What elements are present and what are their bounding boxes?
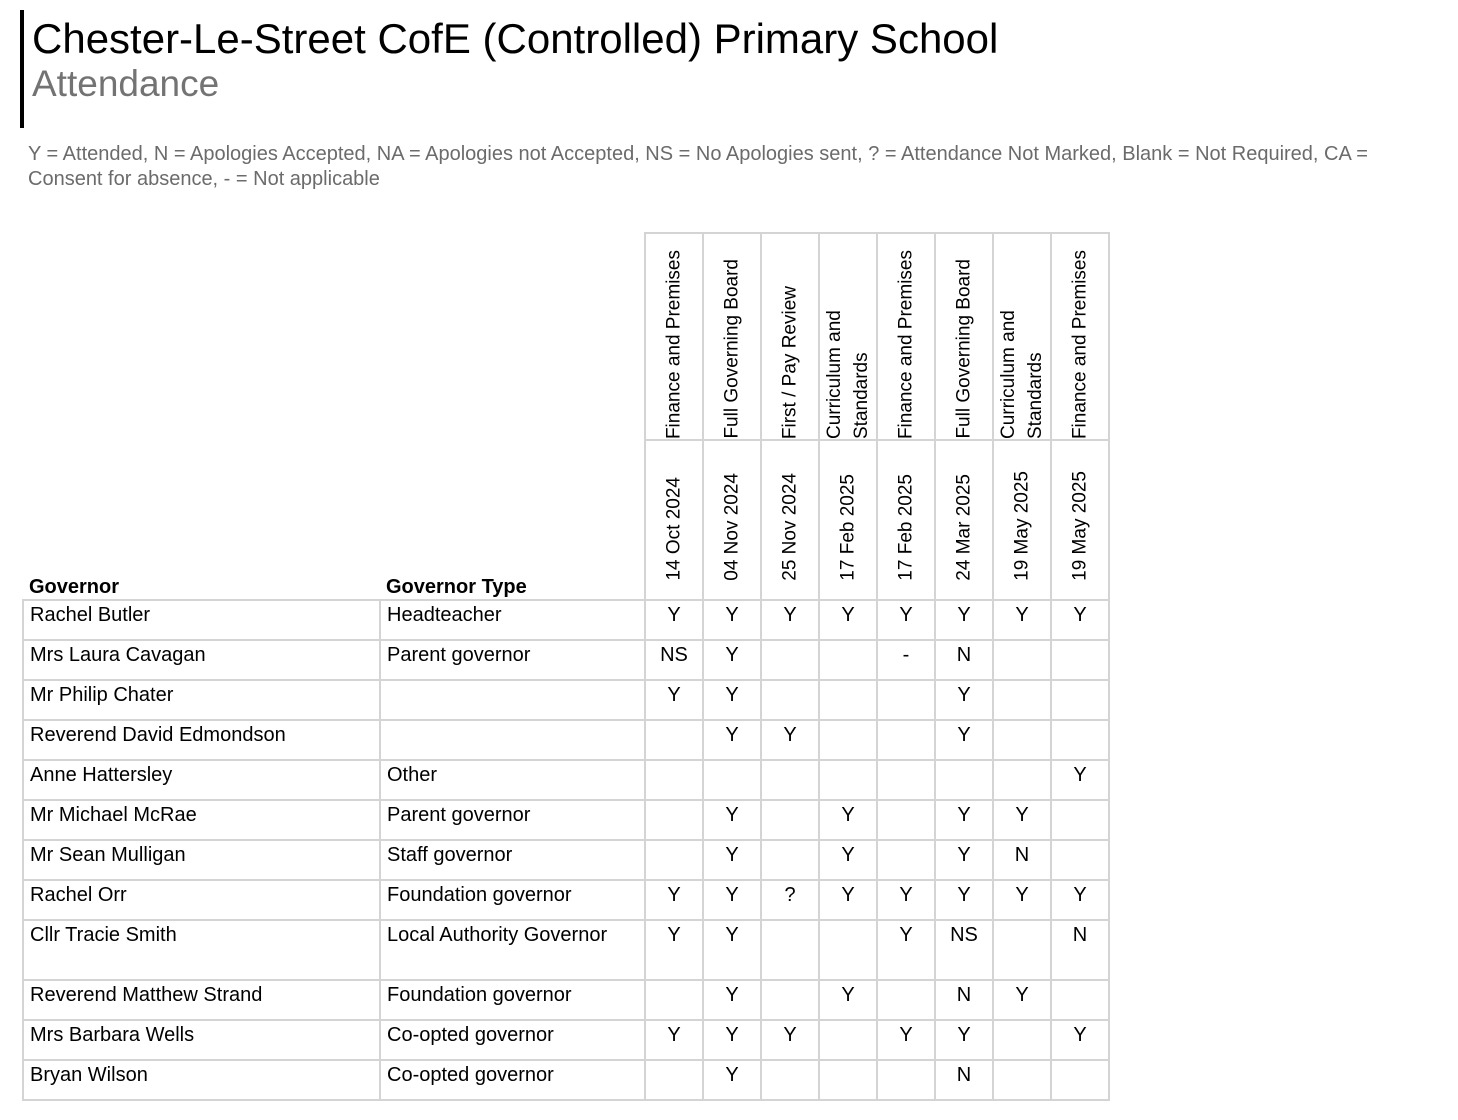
attendance-cell [819,920,877,980]
governor-type [380,680,645,720]
attendance-cell: Y [935,600,993,640]
attendance-cell: Y [935,880,993,920]
attendance-cell [993,1060,1051,1100]
table-row [23,1060,1109,1100]
attendance-cell [819,1020,877,1060]
attendance-cell [819,680,877,720]
attendance-cell [877,720,935,760]
attendance-cell: Y [993,980,1051,1020]
attendance-cell: N [935,640,993,680]
page-subtitle: Attendance [32,63,220,104]
attendance-cell [819,1060,877,1100]
attendance-cell: N [1051,920,1109,980]
meeting-name-header [645,233,703,440]
attendance-cell: Y [877,920,935,980]
attendance-cell [877,840,935,880]
attendance-cell: Y [761,720,819,760]
table-row [23,840,1109,880]
attendance-body [23,600,1109,1100]
attendance-cell [993,920,1051,980]
meeting-date: 04 Nov 2024 [721,473,743,581]
attendance-cell: Y [703,880,761,920]
attendance-cell: Y [935,720,993,760]
attendance-cell [877,1060,935,1100]
meeting-name: Finance and Premises [895,249,917,439]
table-row [23,1020,1109,1060]
attendance-cell: Y [703,1020,761,1060]
governor-type: Other [380,760,645,800]
meeting-header-row [23,233,1109,440]
attendance-cell: Y [645,600,703,640]
attendance-cell: Y [1051,1020,1109,1060]
governor-type: Parent governor [380,640,645,680]
meeting-name-header [935,233,993,440]
attendance-cell: Y [993,880,1051,920]
attendance-cell [645,800,703,840]
table-row [23,980,1109,1020]
attendance-cell: Y [703,840,761,880]
attendance-cell: Y [645,1020,703,1060]
meeting-date: 24 Mar 2025 [953,474,975,581]
attendance-cell [993,720,1051,760]
governor-name: Bryan Wilson [23,1060,380,1100]
attendance-cell: Y [703,720,761,760]
meeting-date-header [761,440,819,600]
attendance-cell: N [993,840,1051,880]
meeting-date: 17 Feb 2025 [895,474,917,581]
meeting-date: 19 May 2025 [1069,471,1091,581]
attendance-cell [819,720,877,760]
attendance-cell: Y [935,1020,993,1060]
meeting-name: Full Governing Board [721,259,743,439]
meeting-name-header [1051,233,1109,440]
meeting-date-header [935,440,993,600]
meeting-name: Full Governing Board [953,259,975,439]
attendance-cell [1051,840,1109,880]
attendance-cell: Y [1051,600,1109,640]
table-row [23,600,1109,640]
attendance-cell [761,800,819,840]
governor-name: Anne Hattersley [23,760,380,800]
attendance-cell: Y [819,600,877,640]
attendance-cell: NS [645,640,703,680]
table-row [23,760,1109,800]
attendance-cell [993,760,1051,800]
meeting-date-header [645,440,703,600]
attendance-cell: - [877,640,935,680]
attendance-cell [761,920,819,980]
attendance-cell: Y [877,600,935,640]
header-spacer [23,233,380,440]
attendance-cell: Y [935,800,993,840]
governor-name: Mrs Laura Cavagan [23,640,380,680]
attendance-cell: Y [703,800,761,840]
attendance-cell: Y [993,800,1051,840]
governor-type: Local Authority Governor [380,920,645,980]
meeting-date: 14 Oct 2024 [663,477,685,581]
attendance-cell [993,640,1051,680]
table-row [23,720,1109,760]
attendance-cell: Y [1051,760,1109,800]
meeting-date-header [993,440,1051,600]
meeting-date-header [819,440,877,600]
attendance-cell: Y [819,880,877,920]
attendance-cell [761,760,819,800]
attendance-cell [1051,980,1109,1020]
governor-name: Rachel Butler [23,600,380,640]
meeting-name-header [761,233,819,440]
attendance-cell [1051,720,1109,760]
attendance-cell: Y [645,880,703,920]
table-row [23,920,1109,980]
governor-name: Rachel Orr [23,880,380,920]
table-row [23,880,1109,920]
governor-type [380,720,645,760]
attendance-cell: Y [645,680,703,720]
attendance-cell: Y [935,680,993,720]
governor-name: Mr Michael McRae [23,800,380,840]
attendance-cell [935,760,993,800]
attendance-cell: Y [819,840,877,880]
meeting-date-header [703,440,761,600]
attendance-cell: Y [819,800,877,840]
attendance-cell [645,1060,703,1100]
attendance-cell [877,760,935,800]
attendance-cell [761,640,819,680]
governor-type: Foundation governor [380,880,645,920]
meeting-date-header [1051,440,1109,600]
governor-type: Co-opted governor [380,1060,645,1100]
governor-name: Cllr Tracie Smith [23,920,380,980]
title-block [20,10,998,128]
governor-type: Staff governor [380,840,645,880]
attendance-cell: Y [703,980,761,1020]
attendance-cell: Y [877,880,935,920]
attendance-cell: Y [645,920,703,980]
attendance-cell: N [935,980,993,1020]
governor-type: Parent governor [380,800,645,840]
governor-name: Reverend Matthew Strand [23,980,380,1020]
meeting-name-header [993,233,1051,440]
attendance-cell [703,760,761,800]
attendance-cell: Y [761,600,819,640]
meeting-name-header [819,233,877,440]
meeting-name-header [877,233,935,440]
attendance-table [22,232,1110,1101]
attendance-cell: N [935,1060,993,1100]
meeting-name: Finance and Premises [663,249,685,439]
table-row [23,640,1109,680]
governor-name: Mr Philip Chater [23,680,380,720]
attendance-cell [993,1020,1051,1060]
attendance-cell [1051,680,1109,720]
attendance-cell: ? [761,880,819,920]
attendance-cell [761,680,819,720]
table-row [23,680,1109,720]
attendance-cell [993,680,1051,720]
page-title: Chester-Le-Street CofE (Controlled) Primary School [32,15,999,62]
attendance-cell: Y [761,1020,819,1060]
attendance-cell: Y [703,920,761,980]
meeting-name: Finance and Premises [1069,249,1091,439]
attendance-cell [1051,640,1109,680]
meeting-name: Curriculum and Standards [824,310,872,439]
attendance-cell: Y [703,680,761,720]
meeting-date: 25 Nov 2024 [779,473,801,581]
meeting-date-header [877,440,935,600]
meeting-date: 17 Feb 2025 [837,474,859,581]
attendance-cell [819,760,877,800]
governor-type: Headteacher [380,600,645,640]
governor-type: Foundation governor [380,980,645,1020]
attendance-cell [645,840,703,880]
governor-name: Mrs Barbara Wells [23,1020,380,1060]
attendance-cell [877,980,935,1020]
attendance-cell: Y [819,980,877,1020]
attendance-cell [761,980,819,1020]
meeting-name-header [703,233,761,440]
meeting-date: 19 May 2025 [1011,471,1033,581]
attendance-cell: Y [703,640,761,680]
attendance-cell: Y [703,1060,761,1100]
attendance-cell: Y [703,600,761,640]
attendance-cell: Y [935,840,993,880]
governor-name: Reverend David Edmondson [23,720,380,760]
attendance-cell: Y [1051,880,1109,920]
attendance-cell [761,840,819,880]
table-row [23,800,1109,840]
attendance-cell [645,720,703,760]
attendance-cell: Y [993,600,1051,640]
governor-column-header: Governor [29,576,120,598]
governor-type-column-header: Governor Type [386,576,527,598]
governor-name: Mr Sean Mulligan [23,840,380,880]
attendance-cell: NS [935,920,993,980]
attendance-cell [1051,800,1109,840]
attendance-cell [645,980,703,1020]
meeting-name: First / Pay Review [779,285,801,439]
attendance-cell [1051,1060,1109,1100]
attendance-cell [761,1060,819,1100]
attendance-legend: Y = Attended, N = Apologies Accepted, NA = Apologies not Accepted, NS = No Apologies sent, ? = Attendance Not Marked, Blank = Not Required, CA = Consent for absence, - = Not applicable [28,143,1368,190]
header-spacer [380,233,645,440]
attendance-cell: Y [877,1020,935,1060]
attendance-cell [877,680,935,720]
attendance-cell [645,760,703,800]
date-header-row [23,440,1109,600]
attendance-cell [877,800,935,840]
attendance-cell [819,640,877,680]
meeting-name: Curriculum and Standards [998,310,1046,439]
governor-type: Co-opted governor [380,1020,645,1060]
